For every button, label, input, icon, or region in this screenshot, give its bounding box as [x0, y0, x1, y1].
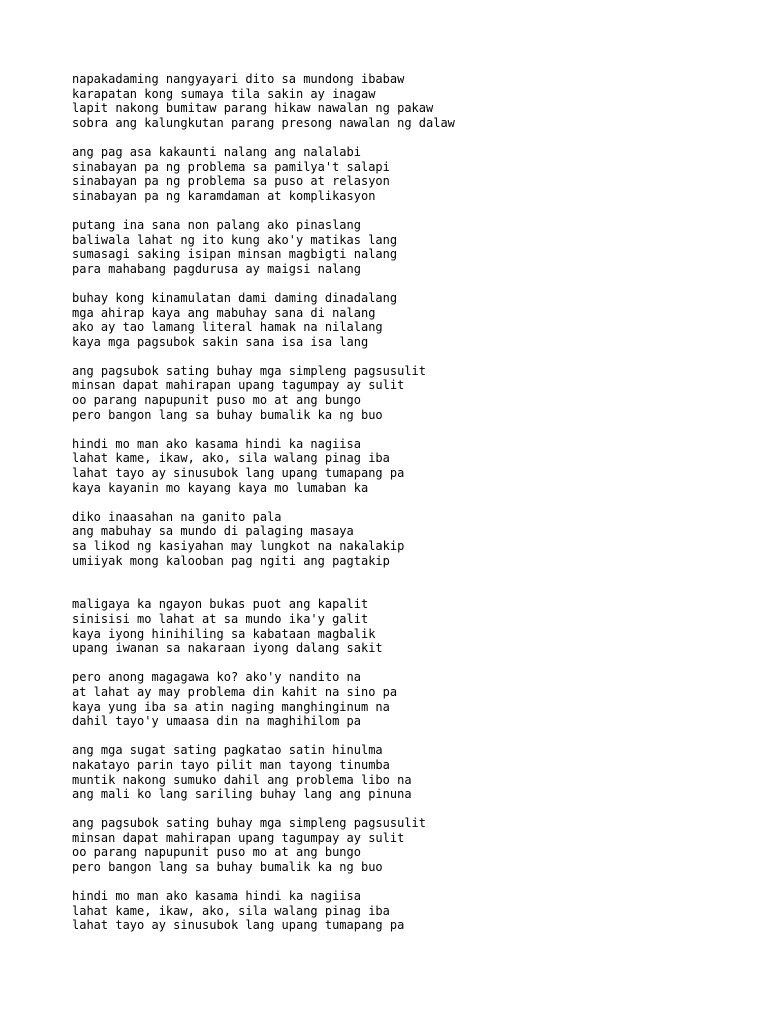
text-line: kaya kayanin mo kayang kaya mo lumaban ka: [72, 480, 369, 495]
text-line: putang ina sana non palang ako pinaslang: [72, 217, 361, 232]
text-line: baliwala lahat ng ito kung ako'y matikas lang: [72, 232, 398, 247]
stanza-2: [72, 145, 732, 203]
text-line: sinabayan pa ng karamdaman at komplikasyon: [72, 188, 376, 203]
stanza-8: [72, 597, 732, 655]
text-line: sinabayan pa ng problema sa pamilya't salapi: [72, 159, 390, 174]
text-line: kaya yung iba sa atin naging manghinginum na: [72, 699, 390, 714]
stanza-10: [72, 743, 732, 801]
text-line: oo parang napupunit puso mo at ang bungo: [72, 393, 361, 408]
text-line: lapit nakong bumitaw parang hikaw nawalan ng pakaw: [72, 101, 434, 116]
text-line: at lahat ay may problema din kahit na sino pa: [72, 684, 398, 699]
text-line: lahat kame, ikaw, ako, sila walang pinag iba: [72, 451, 390, 466]
text-line: lahat tayo ay sinusubok lang upang tumapang pa: [72, 918, 405, 933]
text-line: karapatan kong sumaya tila sakin ay inagaw: [72, 86, 376, 101]
text-line: upang iwanan sa nakaraan iyong dalang sakit: [72, 641, 383, 656]
text-line: hindi mo man ako kasama hindi ka nagiisa: [72, 436, 361, 451]
text-line: kaya iyong hinihiling sa kabataan magbalik: [72, 626, 376, 641]
stanza-11: [72, 816, 732, 874]
stanza-3: [72, 218, 732, 276]
document-page: [72, 72, 732, 948]
text-line: ang mabuhay sa mundo di palaging masaya: [72, 524, 354, 539]
text-line: sinisisi mo lahat at sa mundo ika'y galit: [72, 611, 369, 626]
stanza-12: [72, 889, 732, 933]
text-line: umiiyak mong kalooban pag ngiti ang pagtakip: [72, 553, 390, 568]
text-line: ang pagsubok sating buhay mga simpleng pagsusulit: [72, 363, 427, 378]
text-line: diko inaasahan na ganito pala: [72, 509, 282, 524]
text-line: napakadaming nangyayari dito sa mundong ibabaw: [72, 72, 405, 86]
text-line: maligaya ka ngayon bukas puot ang kapalit: [72, 597, 369, 612]
stanza-4: [72, 291, 732, 349]
text-line: pero bangon lang sa buhay bumalik ka ng buo: [72, 407, 383, 422]
text-line: pero anong magagawa ko? ako'y nandito na: [72, 670, 361, 685]
stanza-6: [72, 437, 732, 495]
text-line: lahat kame, ikaw, ako, sila walang pinag iba: [72, 903, 390, 918]
text-line: hindi mo man ako kasama hindi ka nagiisa: [72, 889, 361, 904]
stanza-9: [72, 670, 732, 728]
text-line: kaya mga pagsubok sakin sana isa isa lang: [72, 334, 369, 349]
text-line: ang pagsubok sating buhay mga simpleng pagsusulit: [72, 816, 427, 831]
text-line: muntik nakong sumuko dahil ang problema libo na: [72, 772, 412, 787]
text-line: minsan dapat mahirapan upang tagumpay ay sulit: [72, 378, 405, 393]
stanza-7: [72, 510, 732, 568]
stanza-5: [72, 364, 732, 422]
text-line: sinabayan pa ng problema sa puso at relasyon: [72, 174, 390, 189]
text-line: sa likod ng kasiyahan may lungkot na nakalakip: [72, 539, 405, 553]
text-line: mga ahirap kaya ang mabuhay sana di nalang: [72, 305, 376, 320]
text-line: minsan dapat mahirapan upang tagumpay ay sulit: [72, 830, 405, 845]
text-line: nakatayo parin tayo pilit man tayong tinumba: [72, 757, 390, 772]
text-line: para mahabang pagdurusa ay maigsi nalang: [72, 261, 361, 276]
text-line: sumasagi saking isipan minsan magbigti nalang: [72, 247, 398, 262]
text-line: ang mga sugat sating pagkatao satin hinulma: [72, 743, 383, 758]
text-line: buhay kong kinamulatan dami daming dinadalang: [72, 290, 398, 305]
text-line: ang pag asa kakaunti nalang ang nalalabi: [72, 144, 361, 159]
text-line: dahil tayo'y umaasa din na maghihilom pa: [72, 714, 361, 729]
text-line: pero bangon lang sa buhay bumalik ka ng buo: [72, 860, 383, 875]
text-line: ang mali ko lang sariling buhay lang ang pinuna: [72, 787, 412, 802]
text-line: sobra ang kalungkutan parang presong nawalan ng dalaw: [72, 115, 455, 130]
stanza-1: [72, 72, 732, 130]
text-line: ako ay tao lamang literal hamak na nilalang: [72, 320, 383, 335]
text-line: oo parang napupunit puso mo at ang bungo: [72, 845, 361, 860]
text-line: lahat tayo ay sinusubok lang upang tumapang pa: [72, 466, 405, 481]
